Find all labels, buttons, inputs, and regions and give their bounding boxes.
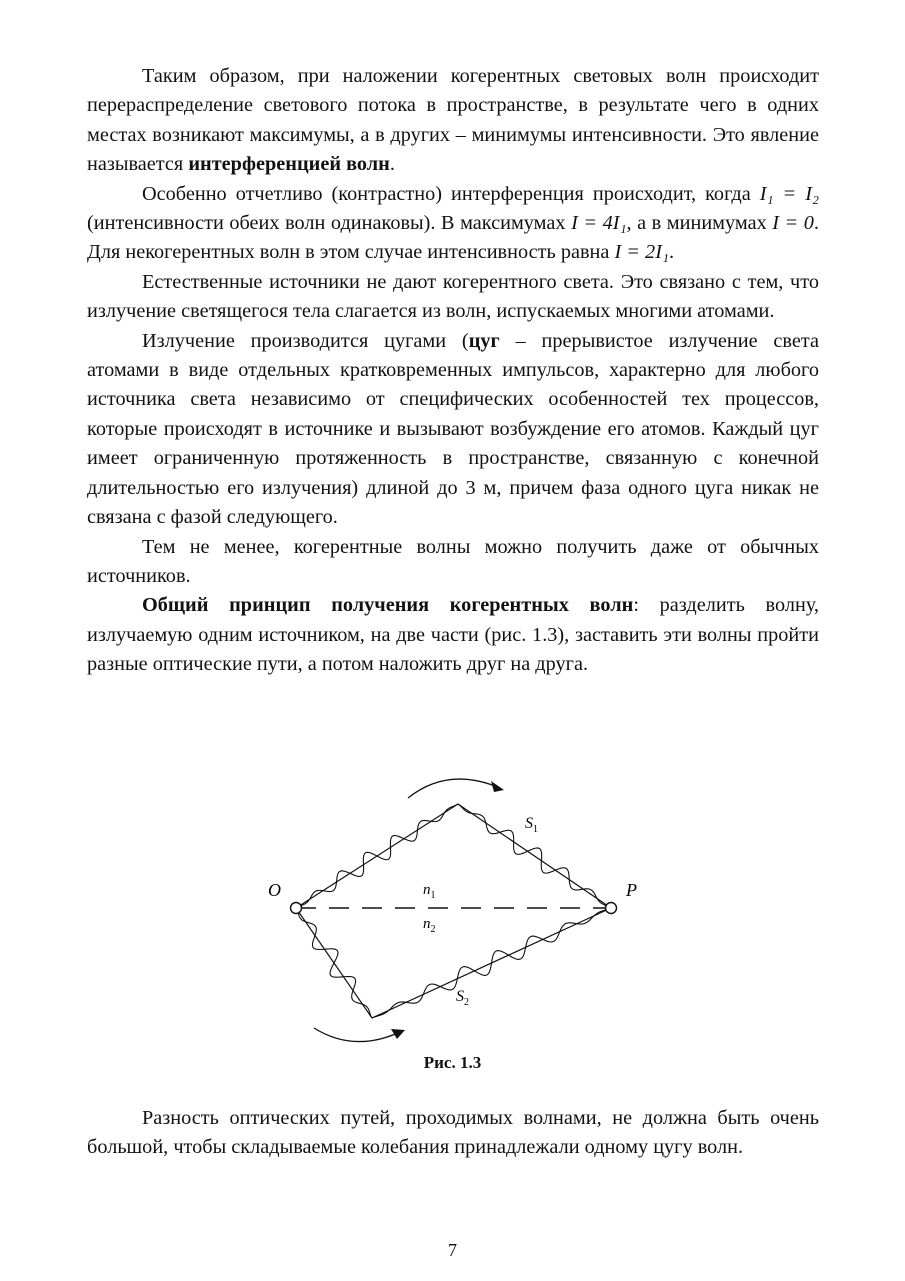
label-s2: $S_2$ [456, 988, 469, 1008]
label-s1: $S_1$ [525, 815, 538, 835]
figure-1-3 [268, 768, 637, 1050]
paragraph-1: Таким образом, при наложении когерентных световых волн происходит перераспределение светового потока в пространстве, в результате чего в одних местах возникают максимумы, а в других – минимумы интенсивности. Это явление называется интерференцией волн. [87, 65, 819, 176]
term-interference: интерференцией волн [188, 153, 390, 176]
arrow-lower-curve [314, 1028, 400, 1042]
paragraph-2: Особенно отчетливо (контрастно) интерференция происходит, когда I₁ = I₂ (интенсивности обеих волн одинаковы). В максимумах I = 4I₁, а в минимумах I = 0. Для некогерентных волн в этом случае интенсивность равна I = 2I₁. [87, 182, 820, 264]
formula-min: I = 0 [772, 212, 814, 235]
label-n2: $n_2$ [423, 916, 436, 935]
paragraph-7: Разность оптических путей, проходимых волнами, не должна быть очень большой, чтобы складываемые колебания принадлежали одному цугу волн. [87, 1107, 819, 1159]
formula-incoherent: I = 2I₁ [614, 241, 669, 264]
interference-diagram [268, 768, 637, 1050]
arrow-upper-head-icon [491, 781, 504, 792]
term-general-principle: Общий принцип получения когерентных волн [142, 594, 634, 617]
paragraph-6: Общий принцип получения когерентных волн: разделить волну, излучаемую одним источником, на две части (рис. 1.3), заставить эти волны пройти разные оптические пути, а потом наложить друг на друга. [87, 594, 820, 676]
label-p: P [626, 880, 637, 900]
source-point-o [291, 903, 302, 914]
label-o: O [268, 880, 281, 900]
path-upper-right [458, 804, 611, 908]
text-after-figure [87, 1104, 819, 1163]
arrow-lower-head-icon [391, 1029, 405, 1039]
main-text [87, 62, 819, 680]
paragraph-4: Излучение производится цугами (цуг – прерывистое излучение света атомами в виде отдельных кратковременных импульсов, характерно для любого источника света независимо от специфических особенностей тех процессов, которые происходят в источнике и вызывают возбуждение его атомов. Каждый цуг имеет ограниченную протяженность в пространстве, связанную с конечной длительностью его излучения) длиной до 3 м, причем фаза одного цуга никак не связана с фазой следующего. [87, 329, 820, 529]
arrow-upper-curve [408, 779, 500, 798]
paragraph-3: Естественные источники не дают когерентного света. Это связано с тем, что излучение светящегося тела слагается из волн, испускаемых многими атомами. [87, 270, 819, 323]
term-tsug: цуг [468, 329, 500, 352]
formula-max: I = 4I₁ [571, 212, 627, 235]
page-number: 7 [448, 1240, 457, 1260]
observation-point-p [606, 903, 617, 914]
label-n1: $n_1$ [423, 882, 436, 901]
formula-i1-equals-i2: I₁ = I₂ [759, 182, 820, 205]
figure-caption: Рис. 1.3 [423, 1053, 482, 1072]
paragraph-5: Тем не менее, когерентные волны можно получить даже от обычных источников. [87, 535, 819, 587]
